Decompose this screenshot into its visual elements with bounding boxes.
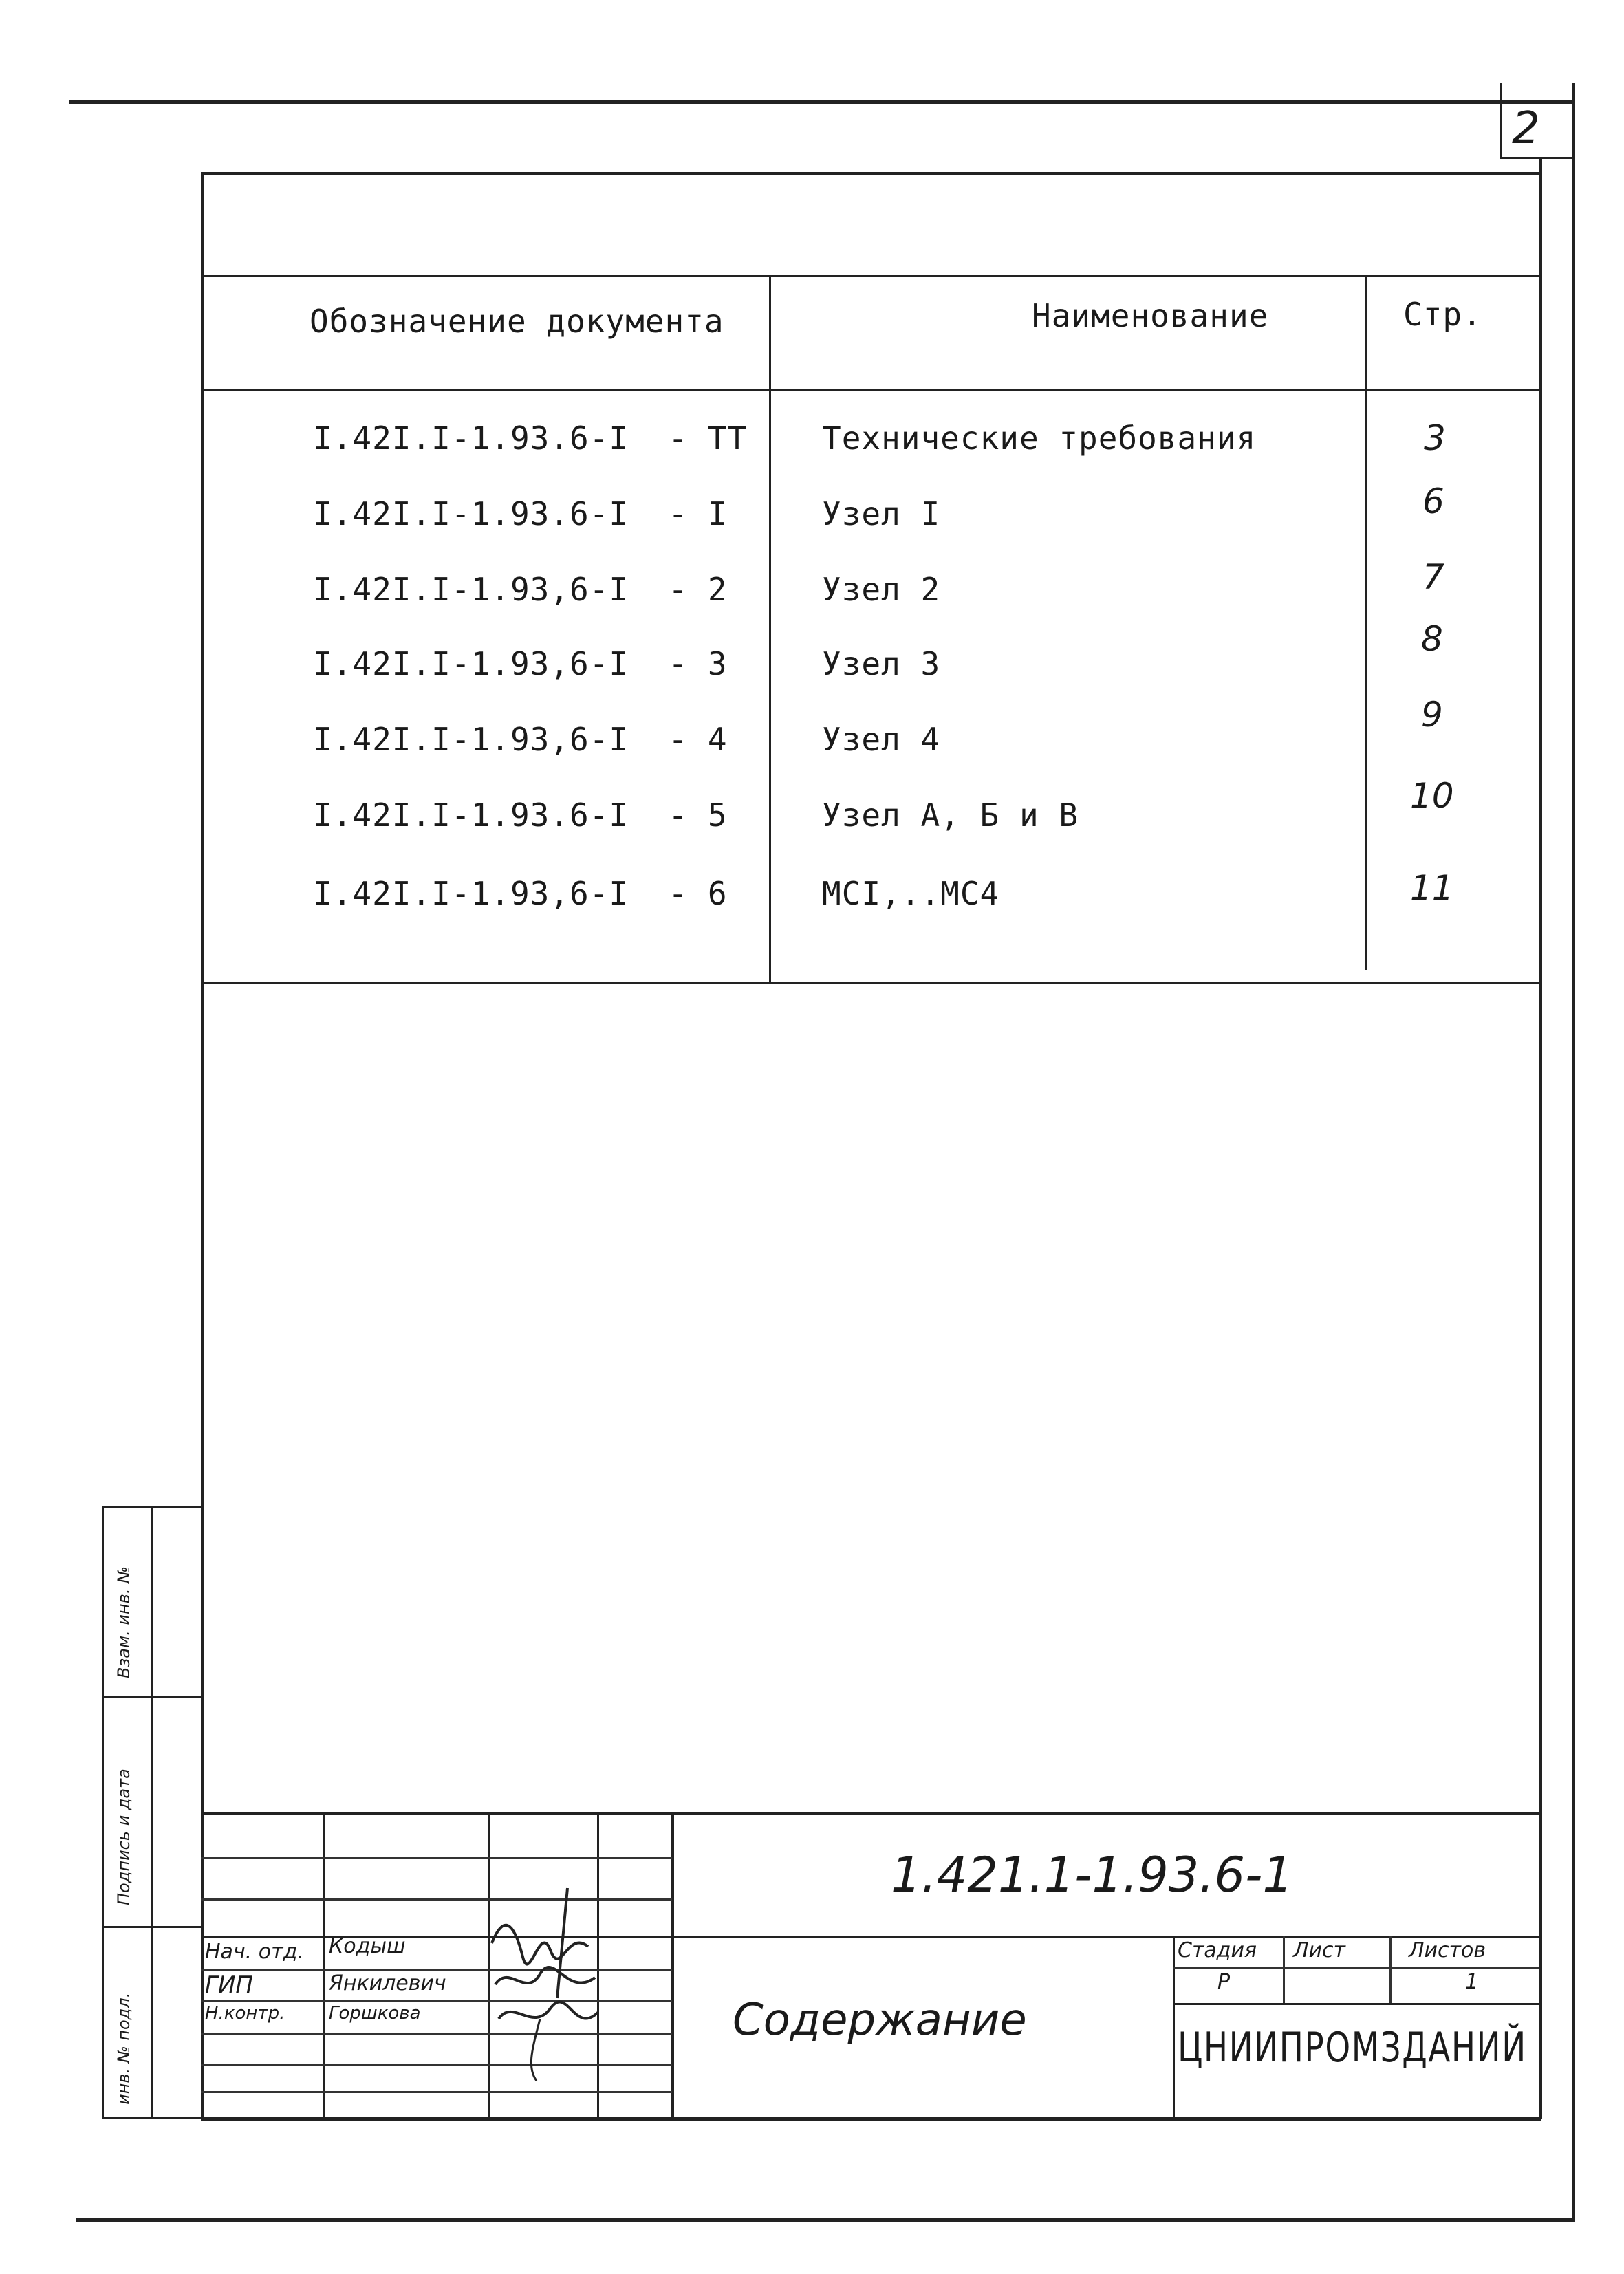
person-2-name: Янкилевич	[329, 1971, 446, 1995]
row-7-name: МСI,..МС4	[822, 875, 1000, 912]
sheet-label: Лист	[1293, 1938, 1346, 1962]
row-3-page: 7	[1422, 557, 1444, 597]
organization-name: ЦНИИПРОМЗДАНИЙ	[1178, 2024, 1527, 2072]
document-code: 1.421.1-1.93.6-1	[891, 1847, 1293, 1903]
row-2-designation: I.42I.I-1.93.6-I - I	[313, 495, 728, 532]
header-page: Стр.	[1403, 296, 1482, 333]
row-2-page: 6	[1422, 481, 1444, 521]
sheet-number-box-bottom	[1500, 157, 1572, 159]
sheets-value: 1	[1465, 1970, 1479, 1994]
row-6-designation: I.42I.I-1.93.6-I - 5	[313, 797, 728, 834]
frame-left	[201, 172, 204, 2119]
row-5-name: Узел 4	[822, 721, 941, 758]
tb-stage-row-2	[1173, 2003, 1539, 2005]
tb-row-1	[201, 1857, 672, 1859]
table-header-top	[201, 275, 1539, 277]
tb-stage-col-mid	[1283, 1936, 1285, 2005]
signatures	[485, 1881, 602, 2088]
row-3-name: Узел 2	[822, 571, 941, 608]
side-stamp-div-1	[102, 1696, 202, 1698]
row-5-page: 9	[1421, 695, 1443, 735]
table-col-divider-1	[769, 275, 771, 982]
side-stamp-signature-date: Подпись и дата	[114, 1768, 133, 1905]
person-1-name: Кодыш	[329, 1934, 406, 1958]
frame-top	[201, 172, 1542, 175]
frame-bottom	[201, 2117, 1541, 2121]
row-1-name: Технические требования	[822, 420, 1257, 457]
person-2-role: ГИП	[205, 1971, 253, 1999]
row-6-page: 10	[1410, 776, 1454, 816]
tb-stage-col-left	[1173, 1936, 1175, 2117]
row-7-designation: I.42I.I-1.93,6-I - 6	[313, 875, 728, 912]
page-right-edge	[1572, 83, 1575, 2222]
stage-value: Р	[1217, 1970, 1231, 1994]
side-stamp-inv-original: инв. № подл.	[114, 1992, 133, 2105]
header-name: Наименование	[1032, 297, 1269, 334]
title-block-top	[201, 1812, 1539, 1815]
person-3-role: Н.контр.	[205, 2003, 285, 2024]
sheet-number: 2	[1512, 103, 1540, 154]
side-stamp-replaced-inv: Взам. инв. №	[114, 1566, 133, 1678]
row-3-designation: I.42I.I-1.93,6-I - 2	[313, 571, 728, 608]
table-col-divider-2	[1365, 275, 1367, 970]
side-stamp-bottom	[102, 2117, 202, 2119]
side-stamp-top	[102, 1506, 202, 1508]
table-header-bottom	[201, 389, 1539, 391]
document-title: Содержание	[733, 1995, 1027, 2046]
row-2-name: Узел I	[822, 495, 941, 532]
row-7-page: 11	[1410, 868, 1454, 908]
sheet-number-box-left	[1500, 83, 1502, 158]
row-6-name: Узел А, Б и В	[822, 797, 1079, 834]
tb-row-8	[201, 2091, 672, 2093]
row-5-designation: I.42I.I-1.93,6-I - 4	[313, 721, 728, 758]
stage-label: Стадия	[1178, 1938, 1257, 1962]
row-4-name: Узел 3	[822, 645, 941, 682]
tb-stage-col-right	[1389, 1936, 1392, 2005]
sheets-label: Листов	[1409, 1938, 1486, 1962]
side-stamp-outer	[102, 1506, 104, 2119]
frame-right	[1539, 157, 1542, 2119]
person-3-name: Горшкова	[329, 2003, 421, 2024]
row-1-page: 3	[1424, 418, 1446, 458]
page-bottom-edge	[76, 2218, 1574, 2222]
tb-stage-row-1	[1173, 1967, 1539, 1969]
row-4-designation: I.42I.I-1.93,6-I - 3	[313, 645, 728, 682]
side-stamp-div-2	[102, 1926, 202, 1928]
row-1-designation: I.42I.I-1.93.6-I - ТТ	[313, 420, 748, 457]
table-bottom	[201, 982, 1539, 984]
row-4-page: 8	[1421, 619, 1443, 659]
side-stamp-inner	[151, 1506, 153, 2119]
person-1-role: Нач. отд.	[205, 1940, 304, 1964]
page-top-edge	[69, 100, 1575, 104]
header-designation: Обозначение документа	[310, 303, 724, 340]
